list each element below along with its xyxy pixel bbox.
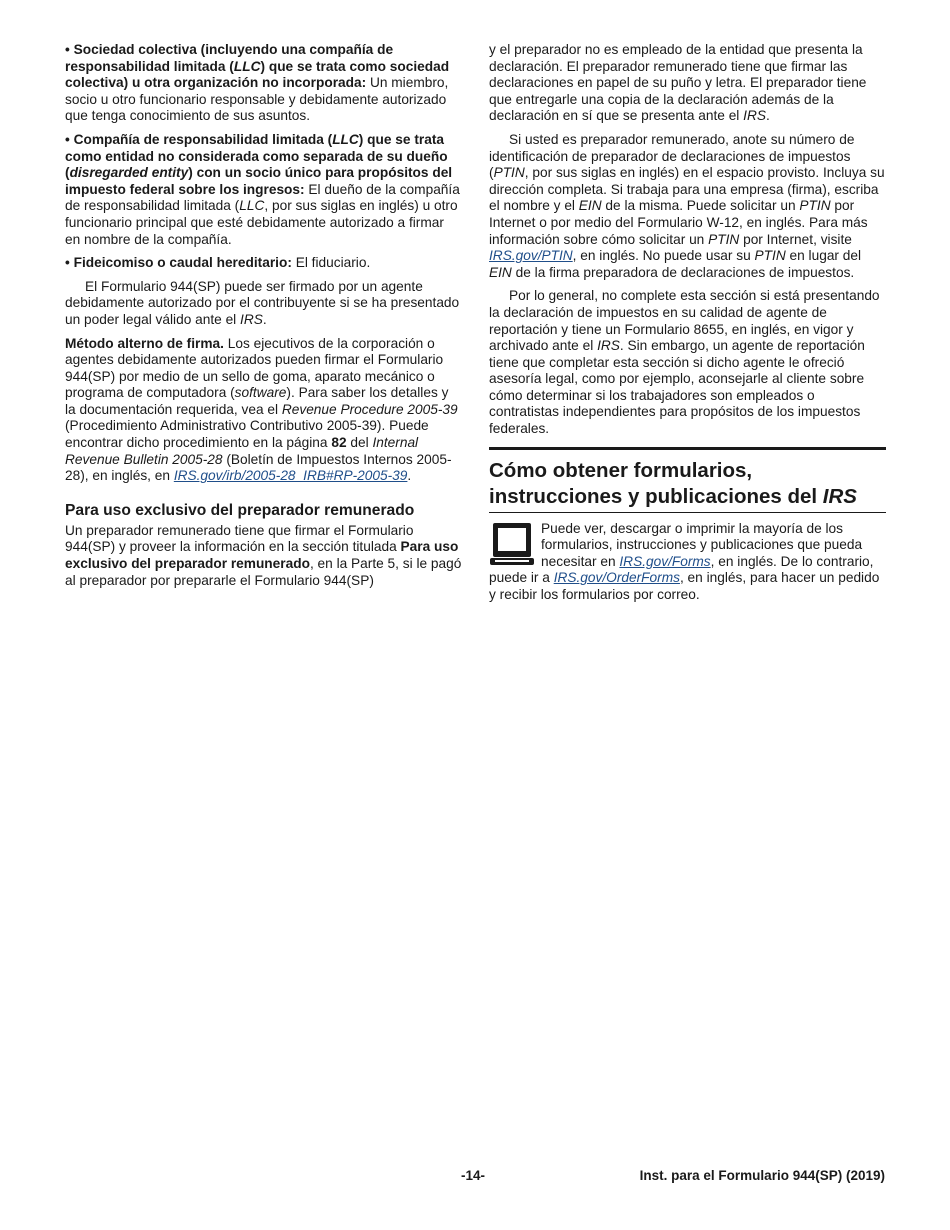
section-divider [489, 447, 886, 450]
page-number: -14- [461, 1168, 486, 1183]
right-column [489, 42, 886, 611]
irb-link[interactable]: IRS.gov/irb/2005-28_IRB#RP-2005-39 [173, 468, 408, 484]
preparer-continued-paragraph: y el preparador no es empleado de la entidad que presenta la declaración. El preparador remunerado tiene que firmar las declaraciones en papel de su puño y letra. El preparador tiene que entregarle una copia de la declaración además de la declaración en sí que se presenta ante el IRS. [489, 42, 867, 124]
bullet-llc-disregarded: • Compañía de responsabilidad limitada (LLC) que se trata como entidad no considerada como separada de su dueño (disregarded entity) con un socio único para propósitos del impuesto federal sobre los ingresos: El dueño de la compañía de responsabilidad limitada (LLC, por sus siglas en inglés) u otro funcionario principal que esté debidamente autorizado a firmar en nombre de la compañía. [65, 131, 460, 247]
ptin-paragraph: Si usted es preparador remunerado, anote su número de identificación de preparador de declaraciones de impuestos (PTIN, por sus siglas en inglés) en el espacio provisto. Incluya su dirección completa. Si trabaja para una empresa (firma), escriba el nombre y el EIN de la misma. Puede solicitar un PTIN por Internet o por medio del Formulario W-12, en inglés. Para más información sobre cómo solicitar un PTIN por Internet, visite IRS.gov/PTIN, en inglés. No puede usar su PTIN en lugar del EIN de la firma preparadora de declaraciones de impuestos. [489, 131, 885, 280]
alternative-signature-paragraph: Método alterno de firma. Los ejecutivos de la corporación o agentes debidamente autorizados pueden firmar el Formulario 944(SP) por medio de un sello de goma, aparato mecánico o programa de computadora (software). Para saber los detalles y la documentación requerida, vea el Revenue Procedure 2005-39 (Procedimiento Administrativo Contributivo 2005-39). Puede encontrar dicho procedimiento en la página 82 del Internal Revenue Bulletin 2005-28 (Boletín de Impuestos Internos 2005-28), en inglés, en IRS.gov/irb/2005-28_IRB#RP-2005-39. [65, 335, 458, 484]
forms-section-heading: Cómo obtener formularios, instrucciones y publicaciones del IRS [489, 458, 857, 508]
forms-paragraph: Puede ver, descargar o imprimir la mayoría de los formularios, instrucciones y publicaciones que pueda necesitar en IRS.gov/Forms, en inglés. De lo contrario, puede ir a IRS.gov/OrderForms, en inglés, para hacer un pedido y recibir los formularios por correo. [489, 520, 880, 603]
reporting-agent-paragraph: Por lo general, no complete esta sección si está presentando la declaración de impuestos en su calidad de agente de reportación y tiene un Formulario 8655, en inglés, en vigor y archivado ante el IRS. Sin embargo, un agente de reportación tiene que completar esta sección si dicho agente le ofreció asesoría legal, como por ejemplo, aconsejarle al cliente sobre cómo determinar si los trabajadores son empleados o contratistas independientes para propósitos de los impuestos federales. [489, 288, 880, 437]
forms-link[interactable]: IRS.gov/Forms [619, 553, 711, 569]
agent-signature-paragraph: El Formulario 944(SP) puede ser firmado por un agente debidamente autorizado por el contribuyente si se ha presentado un poder legal válido ante el IRS. [65, 278, 460, 327]
footer-title: Inst. para el Formulario 944(SP) (2019) [639, 1168, 885, 1183]
paid-preparer-paragraph: Un preparador remunerado tiene que firmar el Formulario 944(SP) y proveer la información en la sección titulada Para uso exclusivo del preparador remunerado, en la Parte 5, si le pagó al preparador por prepararle el Formulario 944(SP) [65, 522, 462, 588]
heading-underline [489, 512, 886, 513]
order-forms-link[interactable]: IRS.gov/OrderForms [553, 570, 680, 586]
bullet-partnership: • Sociedad colectiva (incluyendo una compañía de responsabilidad limitada (LLC) que se trata como sociedad colectiva) u otra organización no incorporada: Un miembro, socio u otro funcionario responsable y debidamente autorizado que tenga conocimiento de sus asuntos. [65, 42, 450, 124]
bullet-trust-estate: • Fideicomiso o caudal hereditario: El fiduciario. [65, 255, 371, 271]
ptin-link[interactable]: IRS.gov/PTIN [489, 248, 573, 264]
left-column [65, 42, 462, 596]
paid-preparer-heading: Para uso exclusivo del preparador remunerado [65, 501, 415, 519]
computer-icon [489, 522, 535, 566]
